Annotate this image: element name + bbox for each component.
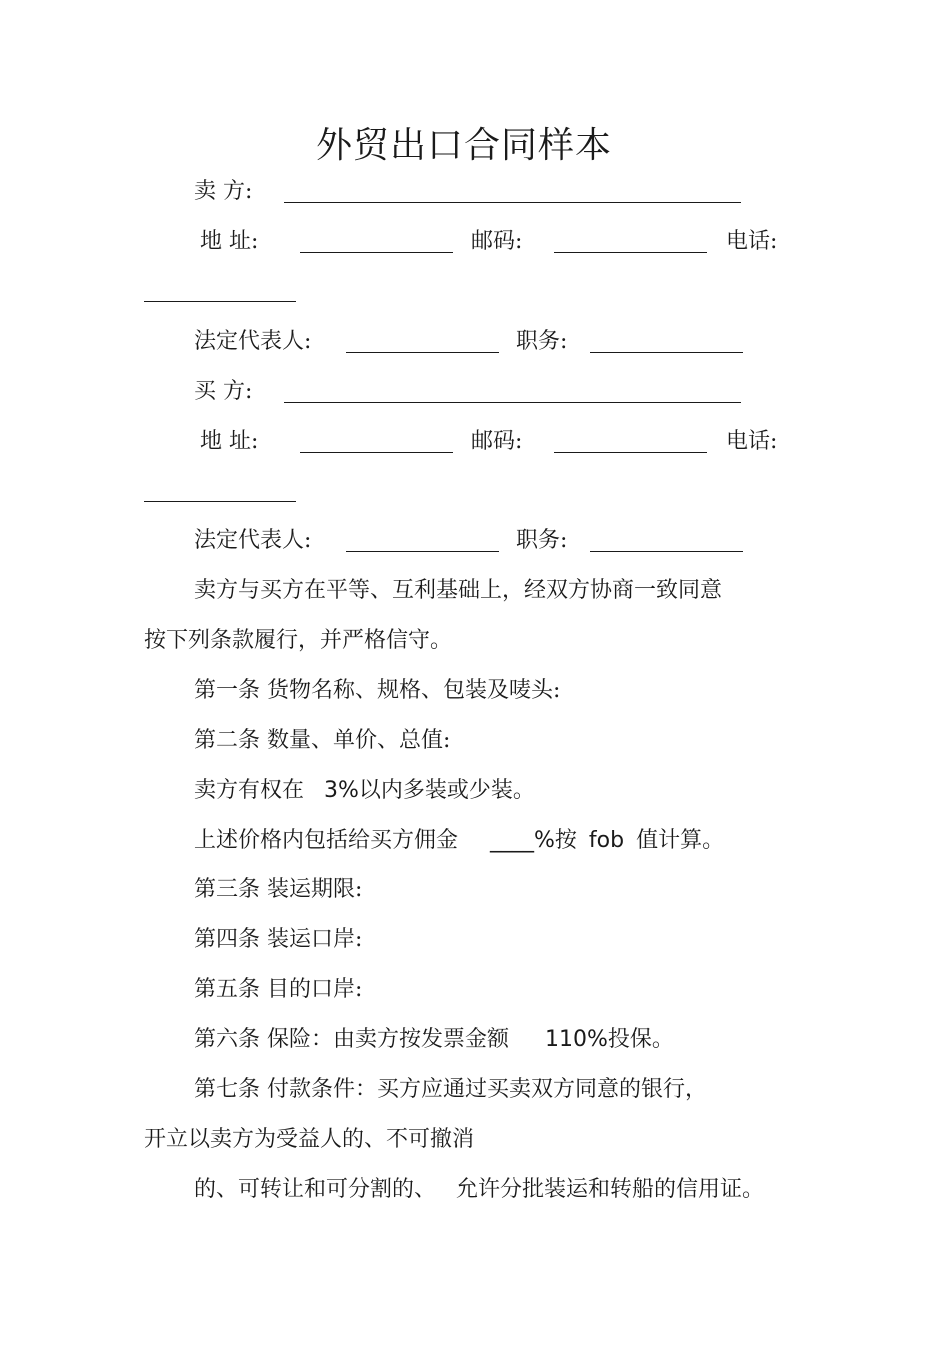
seller-phone-blank[interactable] (144, 301, 296, 302)
buyer-phone-label: 电话: (726, 429, 778, 454)
article-7-line-3 (194, 1176, 764, 1204)
article-6-suffix: 投保。 (607, 1027, 674, 1052)
seller-phone-label: 电话: (726, 229, 778, 254)
article-7-line-3-part-1: 的、可转让和可分割的、 (194, 1177, 437, 1202)
seller-label: 卖 方: (194, 179, 253, 204)
buyer-rep-label: 法定代表人: (194, 528, 312, 553)
article-3: 第三条 装运期限: (194, 877, 363, 902)
buyer-postcode-blank[interactable] (554, 452, 707, 453)
buyer-address-blank[interactable] (300, 452, 453, 453)
buyer-position-blank[interactable] (590, 551, 743, 552)
buyer-position-label: 职务: (516, 528, 568, 553)
intro-line-1: 卖方与买方在平等、互利基础上，经双方协商一致同意 (194, 578, 723, 603)
seller-postcode-label: 邮码: (471, 229, 523, 254)
intro-line-2: 按下列条款履行，并严格信守。 (144, 628, 453, 653)
article-7-line-1: 第七条 付款条件：买方应通过买卖双方同意的银行， (194, 1077, 707, 1102)
note-1-suffix: 以内多装或少装。 (358, 778, 535, 803)
article-2-note-2 (194, 827, 724, 855)
seller-postcode-blank[interactable] (554, 252, 707, 253)
buyer-postcode-label: 邮码: (471, 429, 523, 454)
buyer-rep-blank[interactable] (346, 551, 499, 552)
seller-name-blank[interactable] (284, 202, 741, 203)
buyer-label: 买 方: (194, 379, 253, 404)
note-1-prefix: 卖方有权在 (194, 778, 305, 803)
article-6-prefix: 第六条 保险：由卖方按发票金额 (194, 1027, 509, 1052)
buyer-address-label: 地 址: (200, 429, 259, 454)
article-2: 第二条 数量、单价、总值: (194, 728, 451, 753)
buyer-name-blank[interactable] (284, 402, 741, 403)
article-4: 第四条 装运口岸: (194, 927, 363, 952)
commission-blank[interactable]: ____ (490, 828, 535, 853)
article-6 (194, 1026, 674, 1054)
article-2-note-1 (194, 777, 535, 805)
note-2-fob: fob (588, 828, 625, 853)
article-6-percent: 110% (545, 1027, 608, 1052)
seller-position-label: 职务: (516, 329, 568, 354)
note-2-prefix: 上述价格内包括给买方佣金 (194, 828, 459, 853)
note-1-percent: 3% (324, 778, 359, 803)
seller-rep-blank[interactable] (346, 352, 499, 353)
document-title: 外贸出口合同样本 (315, 125, 612, 166)
article-7-line-2: 开立以卖方为受益人的、不可撤消 (144, 1127, 475, 1152)
note-2-suffix: 值计算。 (636, 828, 725, 853)
seller-rep-label: 法定代表人: (194, 329, 312, 354)
seller-address-label: 地 址: (200, 229, 259, 254)
seller-address-blank[interactable] (300, 252, 453, 253)
article-5: 第五条 目的口岸: (194, 977, 363, 1002)
article-7-line-3-part-2: 允许分批装运和转船的信用证。 (456, 1177, 765, 1202)
note-2-mid: %按 (534, 828, 577, 853)
article-1: 第一条 货物名称、规格、包装及唛头: (194, 678, 561, 703)
seller-position-blank[interactable] (590, 352, 743, 353)
buyer-phone-blank[interactable] (144, 501, 296, 502)
